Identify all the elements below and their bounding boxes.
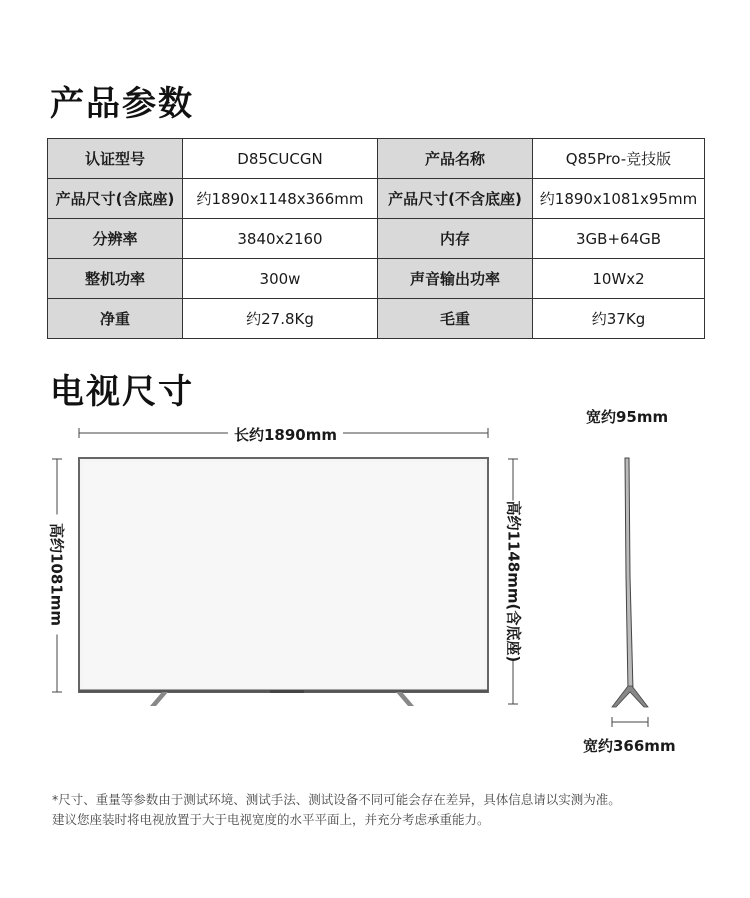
installation-note: 建议您座装时将电视放置于大于电视宽度的水平平面上，并充分考虑承重能力。 xyxy=(52,812,490,827)
height-stand-label: 高约1148mm(含底座) xyxy=(504,500,523,663)
spec-key: 整机功率 xyxy=(48,259,183,299)
width-top-label: 宽约95mm xyxy=(586,408,669,426)
spec-key: 内存 xyxy=(378,219,533,259)
height-label: 高约1081mm xyxy=(47,515,68,635)
spec-value: 约27.8Kg xyxy=(183,299,378,339)
tv-front-view xyxy=(79,458,488,706)
spec-key: 产品名称 xyxy=(378,139,533,179)
section-title-dimensions: 电视尺寸 xyxy=(50,372,194,412)
width-bottom-label: 宽约366mm xyxy=(583,737,676,755)
spec-key: 认证型号 xyxy=(48,139,183,179)
spec-value: 约1890x1148x366mm xyxy=(183,179,378,219)
disclaimer-note: *尺寸、重量等参数由于测试环境、测试手法、测试设备不同可能会存在差异，具体信息请以实测为准。 xyxy=(52,792,621,807)
spec-value: 300w xyxy=(183,259,378,299)
spec-value: D85CUCGN xyxy=(183,139,378,179)
length-label: 长约1890mm xyxy=(228,424,343,445)
spec-value: 3840x2160 xyxy=(183,219,378,259)
spec-value: 3GB+64GB xyxy=(533,219,705,259)
section-title-specs: 产品参数 xyxy=(50,84,194,124)
spec-value: Q85Pro-竞技版 xyxy=(533,139,705,179)
spec-key: 声音输出功率 xyxy=(378,259,533,299)
spec-key: 分辨率 xyxy=(48,219,183,259)
spec-key: 毛重 xyxy=(378,299,533,339)
tv-side-view xyxy=(607,416,650,727)
spec-value: 约1890x1081x95mm xyxy=(533,179,705,219)
spec-value: 约37Kg xyxy=(533,299,705,339)
spec-key: 产品尺寸(含底座) xyxy=(48,179,183,219)
spec-key: 净重 xyxy=(48,299,183,339)
spec-value: 10Wx2 xyxy=(533,259,705,299)
spec-key: 产品尺寸(不含底座) xyxy=(378,179,533,219)
